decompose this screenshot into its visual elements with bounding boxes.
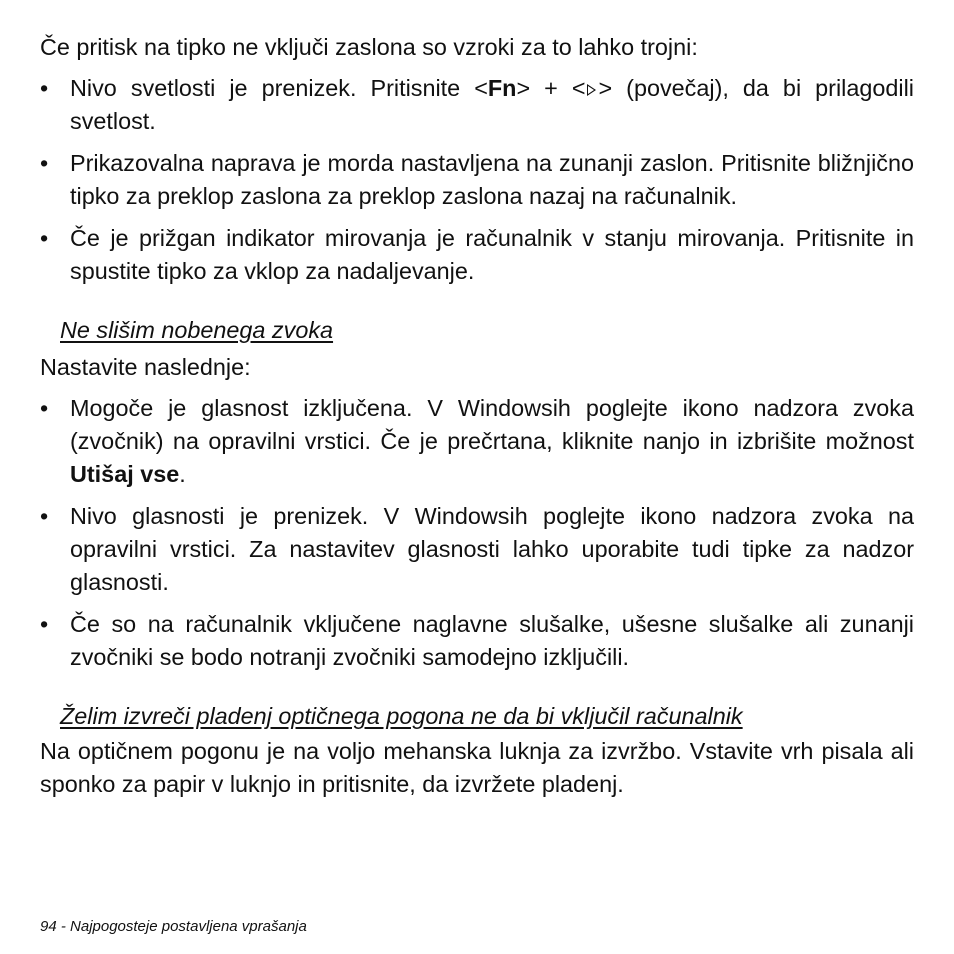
sound-issue-list bbox=[40, 392, 914, 674]
section-heading-sound: Ne slišim nobenega zvoka bbox=[60, 317, 334, 343]
section-heading-optical-drive: Želim izvreči pladenj optičnega pogona ne da bi vključil računalnik bbox=[60, 703, 743, 729]
bullet-glyph: • bbox=[40, 150, 49, 176]
bullet-glyph: • bbox=[40, 503, 49, 529]
intro-text-sound: Nastavite naslednje: bbox=[40, 354, 251, 380]
bullet-glyph: • bbox=[40, 611, 49, 637]
optical-drive-paragraph: Na optičnem pogonu je na voljo mehanska luknja za izvržbo. Vstavite vrh pisala ali sponko za papir v luknjo in pritisnite, da izvržete pladenj. bbox=[40, 738, 914, 797]
intro-text: Če pritisk na tipko ne vključi zaslona so vzroki za to lahko trojni: bbox=[40, 34, 698, 60]
list-item: • Nivo svetlosti je prenizek. Pritisnite <Fn> + < > (povečaj), da bi prilagodili svetlost. bbox=[40, 72, 914, 138]
fn-key-label: Fn bbox=[487, 75, 517, 101]
list-item: • Če so na računalnik vključene naglavne slušalke, ušesne slušalke ali zunanji zvočniki se bodo notranji zvočniki samodejno izključili. bbox=[40, 608, 914, 674]
bullet-glyph: • bbox=[40, 395, 49, 421]
mute-all-label: Utišaj vse bbox=[70, 461, 180, 487]
page-content bbox=[40, 31, 914, 801]
brightness-up-triangle-icon bbox=[587, 84, 596, 96]
list-item: • Prikazovalna naprava je morda nastavljena na zunanji zaslon. Pritisnite bližnjično tipko za preklop zaslona za preklop zaslona nazaj na računalnik. bbox=[40, 147, 914, 213]
page-footer: 94 - Najpogosteje postavljena vprašanja bbox=[40, 918, 307, 935]
bullet-glyph: • bbox=[40, 75, 49, 101]
list-item: • Če je prižgan indikator mirovanja je računalnik v stanju mirovanja. Pritisnite in spustite tipko za vklop za nadaljevanje. bbox=[40, 222, 914, 288]
bullet-glyph: • bbox=[40, 225, 49, 251]
screen-issue-list bbox=[40, 72, 914, 288]
list-item: • Nivo glasnosti je prenizek. V Windowsih poglejte ikono nadzora zvoka na opravilni vrstici. Za nastavitev glasnosti lahko uporabite tudi tipke za nadzor glasnosti. bbox=[40, 500, 914, 599]
list-item: • Mogoče je glasnost izključena. V Windowsih poglejte ikono nadzora zvoka (zvočnik) na opravilni vrstici. Če je prečrtana, kliknite nanjo in izbrišite možnost Utišaj vse. bbox=[40, 392, 914, 491]
